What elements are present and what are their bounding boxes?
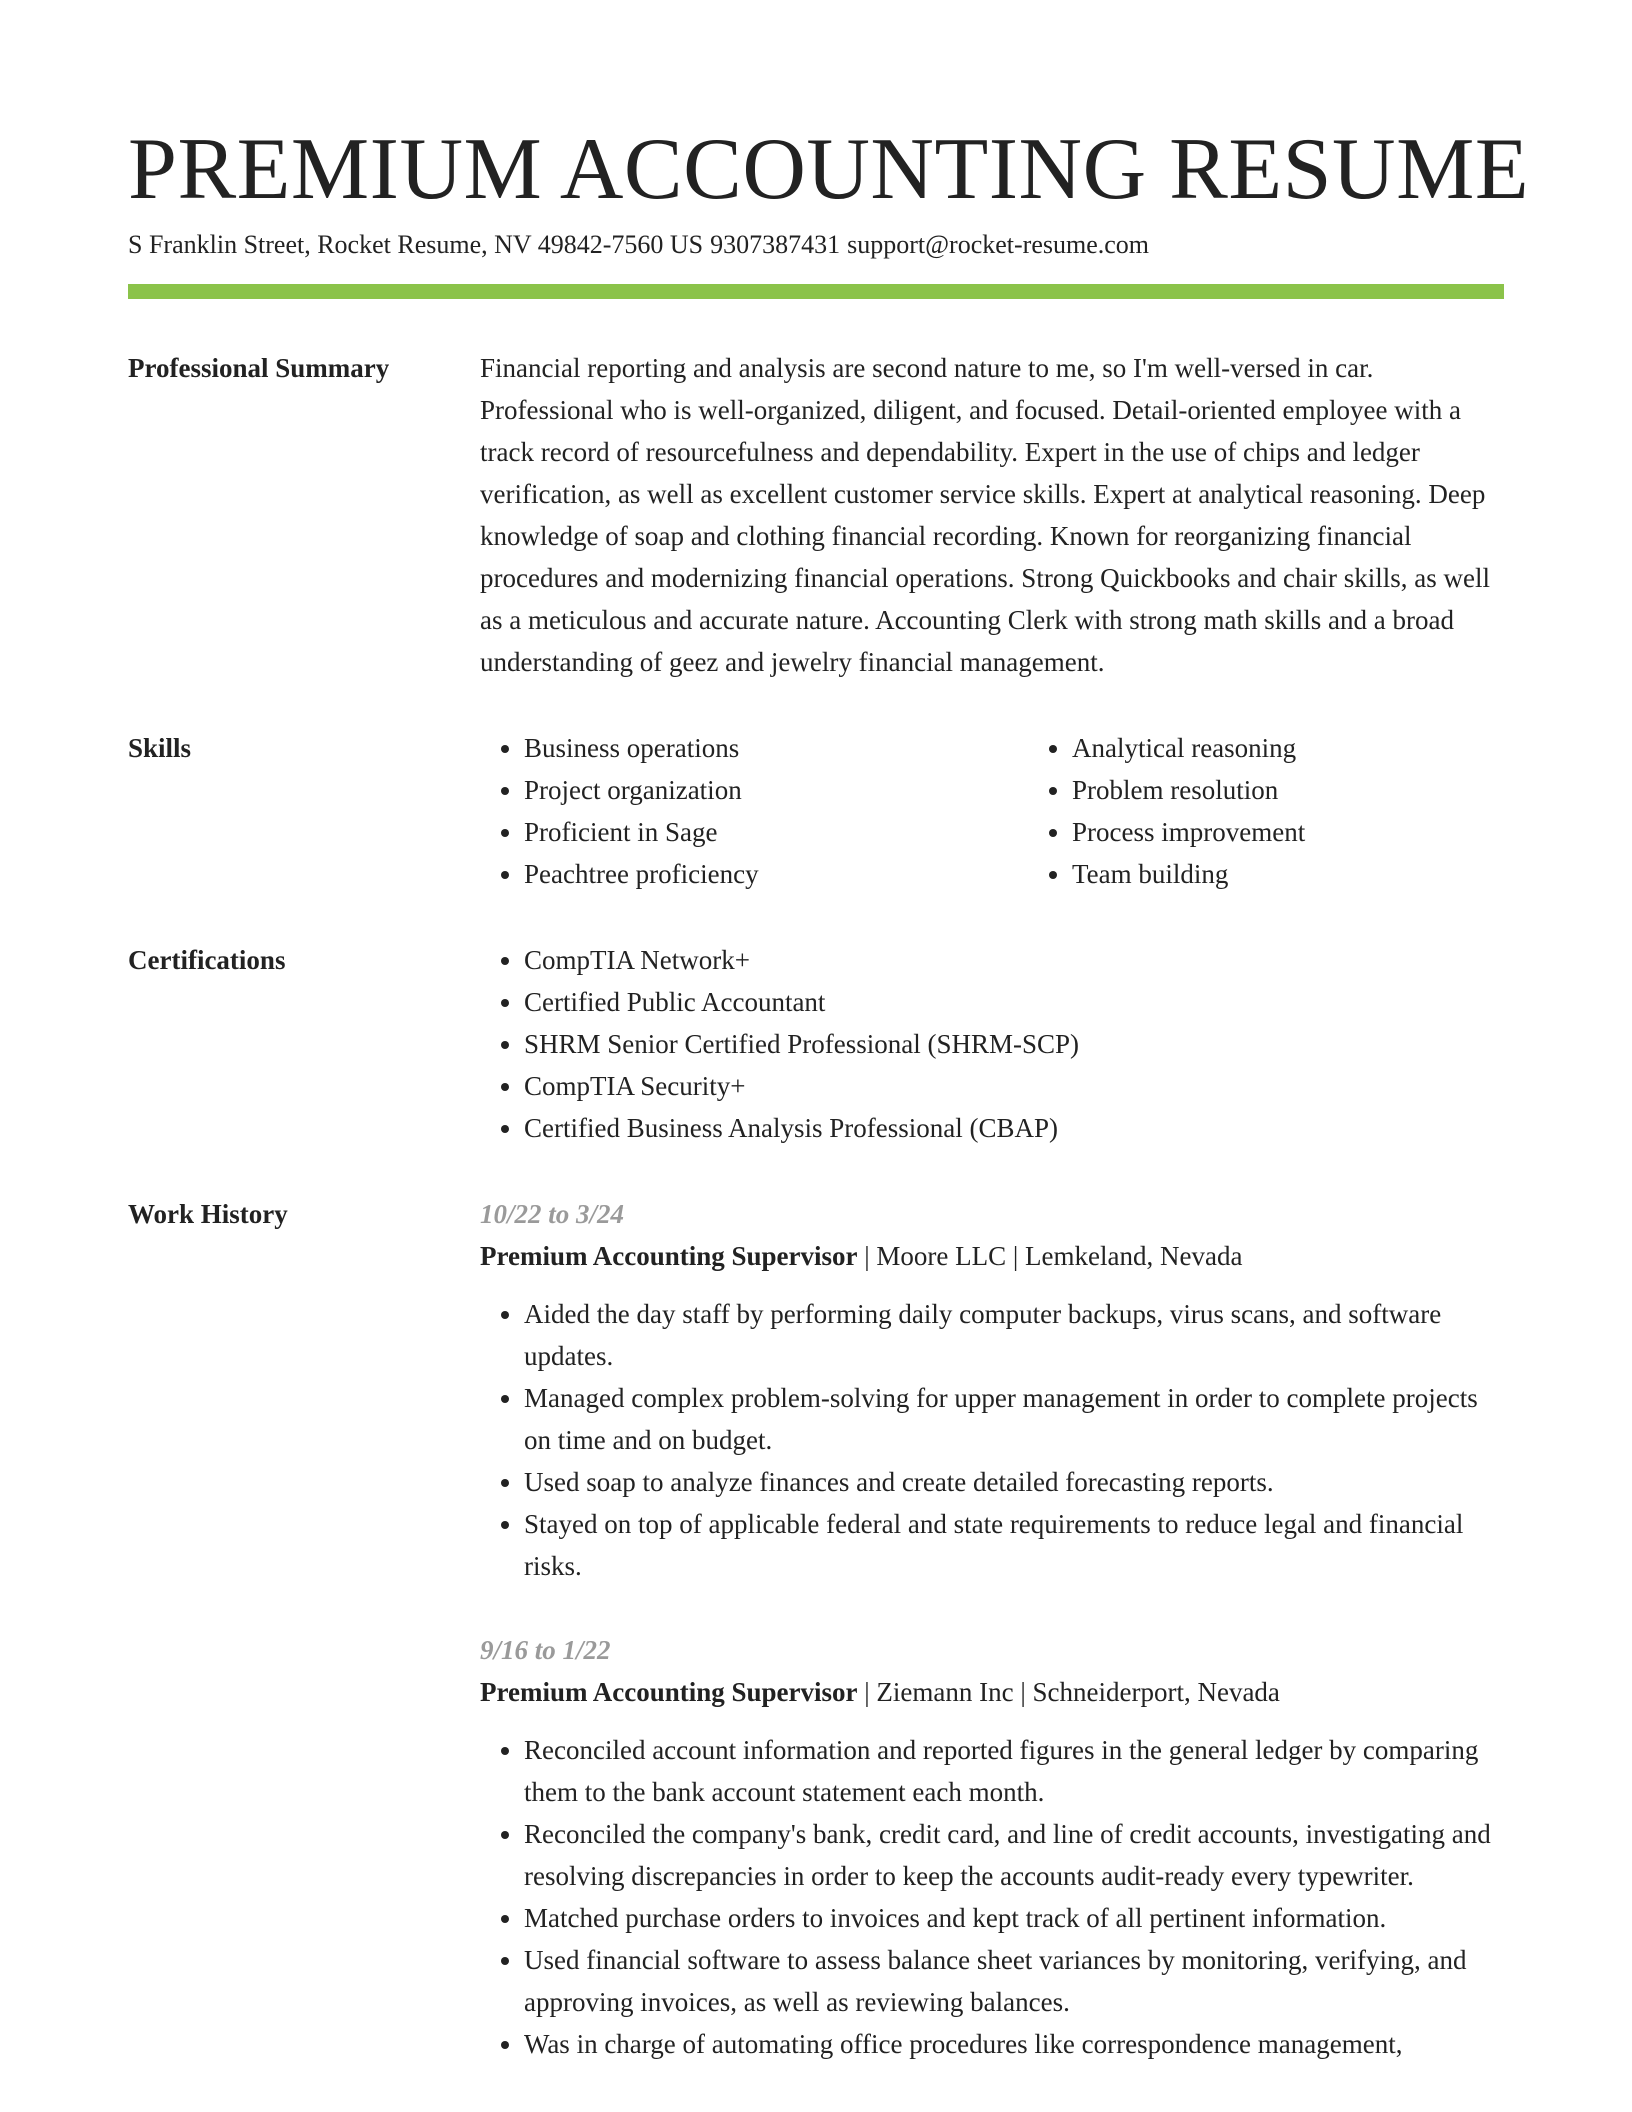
skill-item: • Team building <box>1072 853 1305 895</box>
job-bullets <box>480 1293 1504 1587</box>
work-history-section <box>128 1193 1504 2065</box>
job-title: Premium Accounting Supervisor <box>480 1241 858 1271</box>
job-dates: 10/22 to 3/24 <box>480 1199 625 1229</box>
job-separator: | <box>1012 1241 1019 1271</box>
contact-line <box>128 228 1504 262</box>
skills-list-left <box>480 727 1028 895</box>
job-header <box>480 1235 1504 1277</box>
resume-title: PREMIUM ACCOUNTING RESUME <box>128 121 1530 218</box>
job-bullet: • Aided the day staff by performing daily computer backups, virus scans, and software updates. <box>524 1293 1504 1377</box>
job-bullet: • Reconciled the company's bank, credit card, and line of credit accounts, investigating and resolving discrepancies in order to keep the accounts audit-ready every typewriter. <box>524 1813 1504 1897</box>
resume-page <box>128 120 1530 2065</box>
certification-item: • Certified Public Accountant <box>524 981 1504 1023</box>
summary-text: Financial reporting and analysis are second nature to me, so I'm well-versed in car. Professional who is well-organized, diligent, and focused. Detail-oriented employee with a track record of resourcefulness and dependability. Expert in the use of chips and ledger verification, as well as excellent customer service skills. Expert at analytical reasoning. Deep knowledge of soap and clothing financial recording. Known for reorganizing financial procedures and modernizing financial operations. Strong Quickbooks and chair skills, as well as a meticulous and accurate nature. Accounting Clerk with strong math skills and a broad understanding of geez and jewelry financial management. <box>480 353 1490 677</box>
job-location: Lemkeland, Nevada <box>1025 1241 1243 1271</box>
certifications-body <box>480 939 1504 1149</box>
job-location: Schneiderport, Nevada <box>1032 1677 1280 1707</box>
certification-item: • SHRM Senior Certified Professional (SHRM-SCP) <box>524 1023 1504 1065</box>
work-history-body <box>480 1193 1504 2065</box>
job-separator: | <box>864 1241 870 1271</box>
job-bullet: • Used financial software to assess balance sheet variances by monitoring, verifying, and approving invoices, as well as reviewing balances. <box>524 1939 1504 2023</box>
summary-heading: Professional Summary <box>128 353 390 383</box>
skill-item: • Proficient in Sage <box>524 811 1028 853</box>
summary-section <box>128 347 1504 683</box>
job-entry <box>480 1629 1504 2065</box>
skill-item: • Peachtree proficiency <box>524 853 1028 895</box>
skill-item: • Analytical reasoning <box>1072 727 1305 769</box>
job-bullet: • Reconciled account information and reported figures in the general ledger by comparing them to the bank account statement each month. <box>524 1729 1504 1813</box>
certification-item: • CompTIA Security+ <box>524 1065 1504 1107</box>
header-divider <box>128 284 1504 299</box>
certification-item: • Certified Business Analysis Professional (CBAP) <box>524 1107 1504 1149</box>
job-bullets <box>480 1729 1504 2065</box>
skills-heading: Skills <box>128 733 192 763</box>
work-history-heading: Work History <box>128 1199 288 1229</box>
job-title: Premium Accounting Supervisor <box>480 1677 858 1707</box>
skills-list-right <box>1028 727 1305 895</box>
skills-body <box>480 727 1504 895</box>
certification-item: • CompTIA Network+ <box>524 939 1504 981</box>
skill-item: • Process improvement <box>1072 811 1305 853</box>
job-separator: | <box>864 1677 870 1707</box>
job-dates: 9/16 to 1/22 <box>480 1635 611 1665</box>
job-bullet: • Stayed on top of applicable federal and state requirements to reduce legal and financial risks. <box>524 1503 1504 1587</box>
skill-item: • Business operations <box>524 727 1028 769</box>
job-bullet: • Matched purchase orders to invoices and kept track of all pertinent information. <box>524 1897 1504 1939</box>
contact-address: S Franklin Street, Rocket Resume, NV 49842-7560 US <box>128 230 704 259</box>
contact-phone: 9307387431 <box>710 230 841 259</box>
job-entry <box>480 1193 1504 1587</box>
certifications-list <box>480 939 1504 1149</box>
contact-email[interactable]: support@rocket-resume.com <box>847 230 1150 259</box>
job-company: Moore LLC <box>876 1241 1007 1271</box>
skill-item: • Problem resolution <box>1072 769 1305 811</box>
job-company: Ziemann Inc <box>876 1677 1014 1707</box>
job-bullet: • Used soap to analyze finances and create detailed forecasting reports. <box>524 1461 1504 1503</box>
job-header <box>480 1671 1504 1713</box>
certifications-heading: Certifications <box>128 945 286 975</box>
job-bullet: • Was in charge of automating office procedures like correspondence management, <box>524 2023 1504 2065</box>
skill-item: • Project organization <box>524 769 1028 811</box>
job-bullet: • Managed complex problem-solving for upper management in order to complete projects on time and on budget. <box>524 1377 1504 1461</box>
certifications-section <box>128 939 1504 1149</box>
skills-section <box>128 727 1504 895</box>
job-separator: | <box>1020 1677 1026 1707</box>
